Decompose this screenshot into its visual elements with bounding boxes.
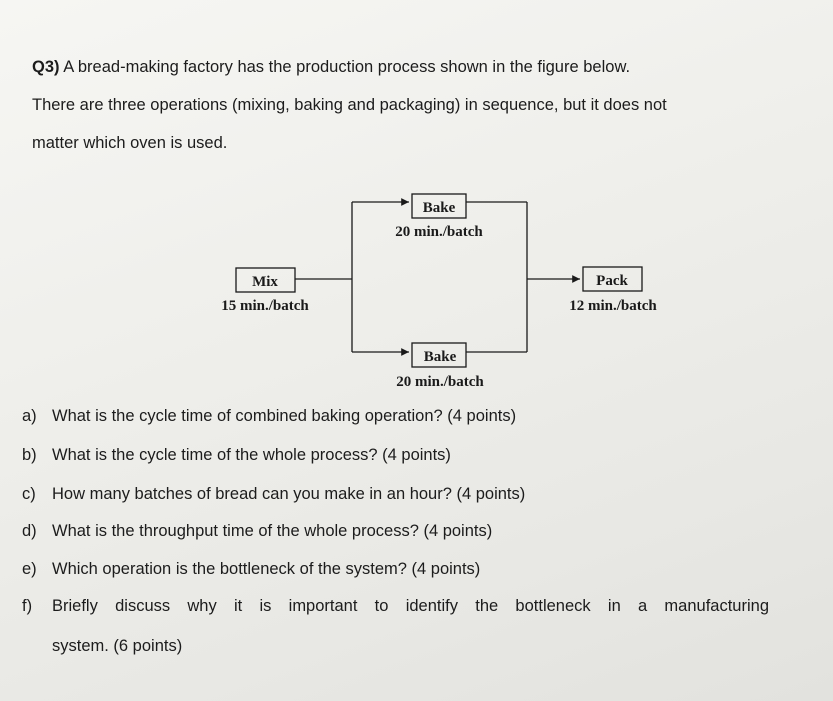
mix-time: 15 min./batch: [221, 298, 309, 314]
subquestion-b-text: What is the cycle time of the whole process? (4 points): [52, 446, 451, 464]
subquestion-f-text: Briefly discuss why it is important to identify the bottleneck in a manufacturing: [52, 597, 769, 615]
subquestion-c: [22, 484, 525, 504]
subquestion-a: [22, 406, 516, 426]
bake-bottom-label: Bake: [423, 349, 457, 365]
subquestion-e-text: Which operation is the bottleneck of the system? (4 points): [52, 560, 481, 578]
subquestion-a-text: What is the cycle time of combined baking operation? (4 points): [52, 407, 517, 425]
subquestion-b: [22, 445, 451, 465]
bake-top-label: Bake: [422, 200, 456, 216]
subquestion-e-letter: e): [22, 560, 37, 578]
subquestion-b-letter: b): [22, 446, 37, 464]
subquestion-c-text: How many batches of bread can you make in an hour? (4 points): [52, 485, 526, 503]
question-label: Q3): [32, 58, 60, 76]
pack-label: Pack: [596, 273, 628, 289]
question-line-3: matter which oven is used.: [32, 134, 228, 152]
subquestion-f-text-2: system. (6 points): [52, 637, 183, 655]
question-line-2: There are three operations (mixing, baking and packaging) in sequence, but it does not: [32, 96, 667, 114]
bake-top-time: 20 min./batch: [395, 224, 483, 240]
subquestion-a-letter: a): [22, 407, 37, 425]
mix-label: Mix: [252, 274, 278, 290]
subquestion-d: [22, 521, 492, 541]
subquestion-f-letter-row: [22, 596, 52, 616]
question-text-1: A bread-making factory has the production process shown in the figure below.: [63, 58, 631, 76]
subquestion-d-text: What is the throughput time of the whole process? (4 points): [52, 522, 493, 540]
subquestion-c-letter: c): [22, 485, 36, 503]
pack-time: 12 min./batch: [569, 298, 657, 314]
bake-bottom-time: 20 min./batch: [396, 374, 484, 390]
subquestion-d-letter: d): [22, 522, 37, 540]
subquestion-e: [22, 559, 480, 579]
subquestion-f-letter: f): [22, 597, 33, 615]
